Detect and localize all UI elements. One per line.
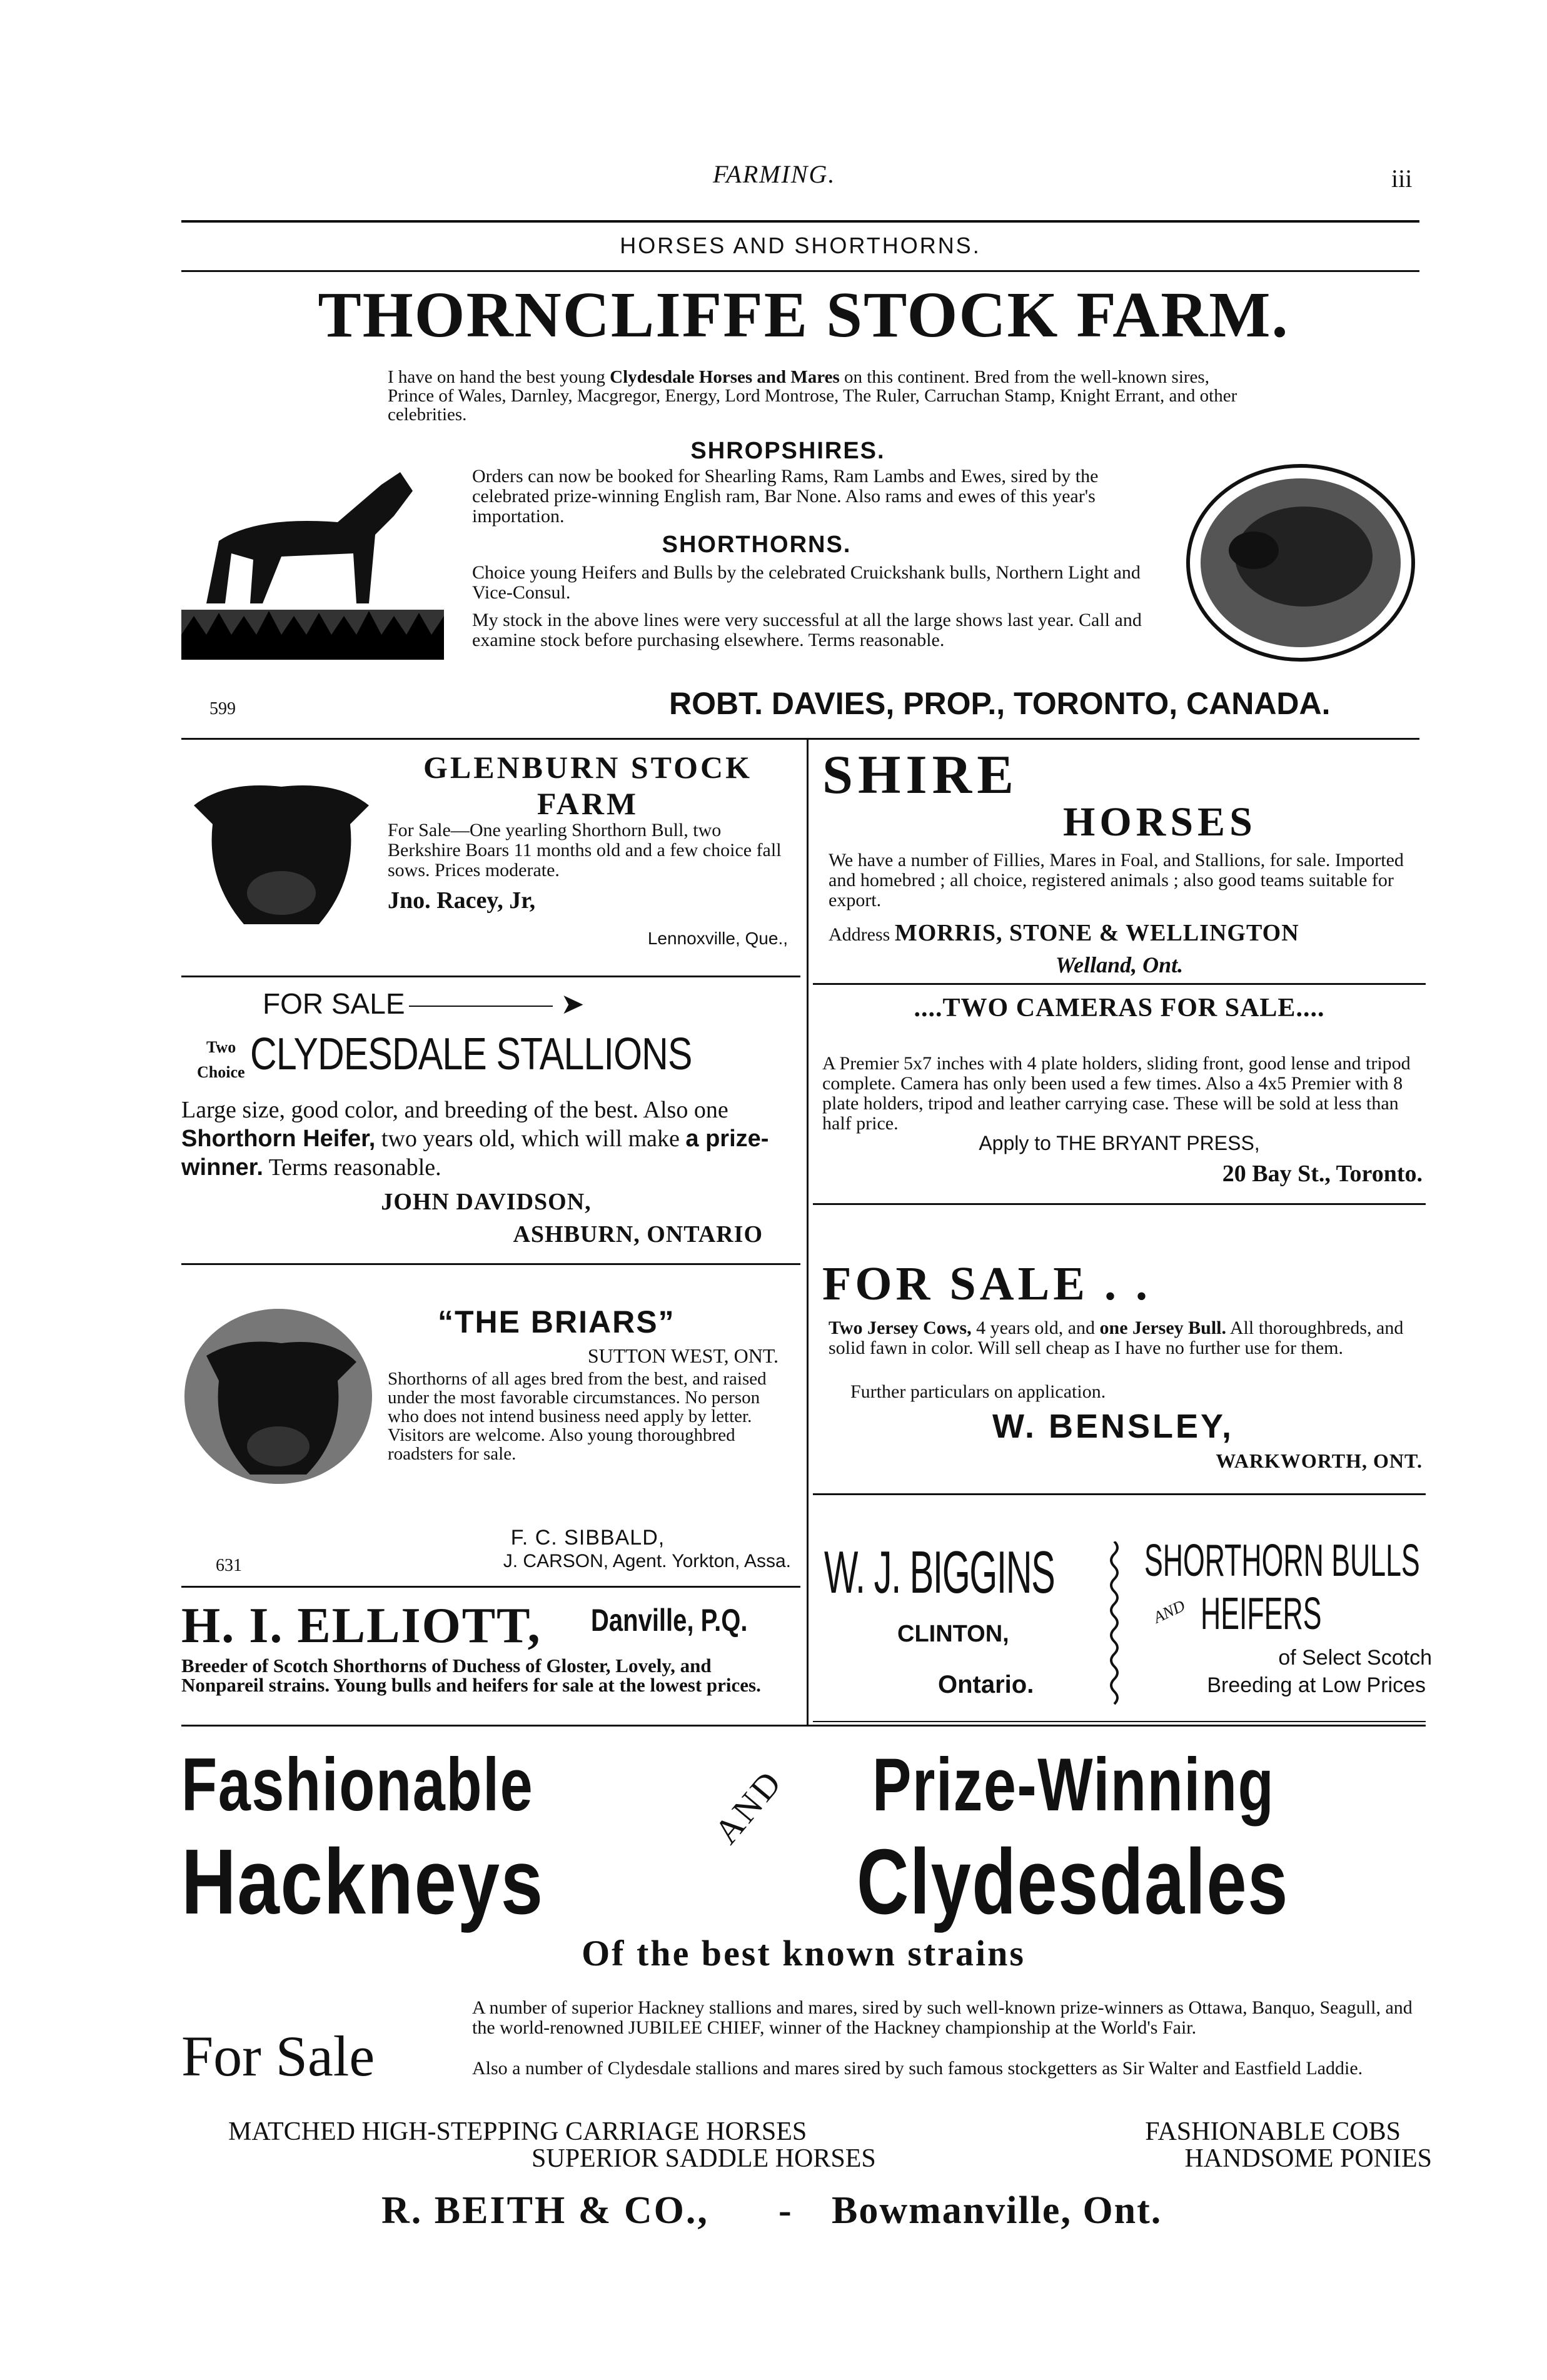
- cameras-text: A Premier 5x7 inches with 4 plate holders, sliding front, good lense and tripod complete. Camera has only been used a few times. Also a 4x5 Premier with 8 plate holders, tripod and leather carrying case. These will be sold at less than half price.: [822, 1053, 1411, 1134]
- bensley-name: W. BENSLEY,: [992, 1408, 1234, 1445]
- biggins-name: W. J. BIGGINS: [824, 1539, 1055, 1606]
- shire-rule: [813, 983, 1426, 985]
- bull-portrait-illustration: [181, 1306, 375, 1487]
- beith-line-2-right: HANDSOME PONIES: [1184, 2144, 1432, 2173]
- biggins-shorthorn-bulls: SHORTHORN BULLS: [1144, 1536, 1420, 1586]
- beith-strains: Of the best known strains: [582, 1933, 1025, 1974]
- beith-hackneys: Hackneys: [181, 1830, 544, 1934]
- beith-and: AND: [707, 1762, 790, 1852]
- glenburn-text: For Sale—One yearling Shorthorn Bull, two Berkshire Boars 11 months old and a few choice fall sows. Prices moderate.: [388, 820, 782, 880]
- shropshires-text: Orders can now be booked for Shearling Rams, Ram Lambs and Ewes, sired by the celebrated prize-winning English ram, Bar None. Also rams and ewes of this year's importation.: [472, 466, 1099, 527]
- clydesdale-for-sale: FOR SALE ➤: [263, 987, 585, 1020]
- beith-text-hackneys: A number of superior Hackney stallions and mares, sired by such well-known prize-winners as Ottawa, Banquo, Seagull, and the world-renowned JUBILEE CHIEF, winner of the Hackney championship at the World's Fair.: [472, 1997, 1413, 2038]
- thorncliffe-intro: I have on hand the best young Clydesdale Horses and Mares on this continent. Bred from the well-known sires, Prince of Wales, Darnley, Macgregor, Energy, Lord Montrose, The Ruler, Carruchan Stamp, Knight Errant, and other celebrities.: [388, 367, 1237, 425]
- bensley-rule: [813, 1493, 1426, 1495]
- briars-agent: J. CARSON, Agent. Yorkton, Assa.: [503, 1551, 791, 1571]
- shire-text: We have a number of Fillies, Mares in Foal, and Stallions, for sale. Imported and homebred ; all choice, registered animals ; also good teams suitable for export.: [829, 850, 1404, 910]
- beith-text-clydesdales: Also a number of Clydesdale stallions and mares sired by such famous stockgetters as Sir Walter and Eastfield Laddie.: [472, 2058, 1363, 2079]
- wavy-divider-icon: [1107, 1541, 1122, 1710]
- beith-line-1-right: FASHIONABLE COBS: [1145, 2117, 1401, 2146]
- briars-location: SUTTON WEST, ONT.: [587, 1344, 779, 1367]
- bensley-title: FOR SALE . .: [822, 1258, 1151, 1310]
- beith-line-2-left: SUPERIOR SADDLE HORSES: [532, 2144, 876, 2173]
- beith-footer-place: Bowmanville, Ont.: [832, 2189, 1162, 2232]
- bensley-text: Two Jersey Cows, 4 years old, and one Jersey Bull. All thoroughbreds, and solid fawn in color. Will sell cheap as I have no further use for them.: [829, 1318, 1404, 1358]
- clydesdale-name: JOHN DAVIDSON,: [381, 1189, 592, 1215]
- biggins-town: CLINTON,: [897, 1621, 1009, 1647]
- biggins-rule: [813, 1721, 1426, 1722]
- thorncliffe-rule: [181, 738, 1419, 740]
- glenburn-title: GLENBURN STOCK FARM: [423, 750, 753, 821]
- thorncliffe-proprietor: ROBT. DAVIES, PROP., TORONTO, CANADA.: [669, 686, 1331, 721]
- cameras-title: ....TWO CAMERAS FOR SALE....: [914, 994, 1325, 1022]
- biggins-breeding: Breeding at Low Prices: [1207, 1673, 1426, 1697]
- clydesdale-title: CLYDESDALE STALLIONS: [250, 1029, 692, 1079]
- briars-name: F. C. SIBBALD,: [510, 1526, 665, 1550]
- clydesdale-location: ASHBURN, ONTARIO: [513, 1221, 763, 1248]
- shire-address: Address MORRIS, STONE & WELLINGTON: [829, 920, 1299, 946]
- glenburn-rule: [181, 976, 800, 977]
- section-heading: HORSES AND SHORTHORNS.: [620, 233, 981, 258]
- beith-for-sale: For Sale: [181, 2024, 375, 2088]
- beith-prize-winning: Prize-Winning: [872, 1743, 1275, 1827]
- column-divider: [807, 738, 809, 1726]
- beith-fashionable: Fashionable: [181, 1743, 534, 1827]
- biggins-heifers: HEIFERS: [1201, 1589, 1322, 1639]
- elliott-name: H. I. ELLIOTT,: [181, 1598, 542, 1653]
- briars-ad-number: 631: [216, 1556, 242, 1575]
- horse-illustration: [181, 447, 444, 660]
- biggins-select: of Select Scotch: [1278, 1646, 1432, 1670]
- briars-rule: [181, 1586, 800, 1588]
- sheep-medallion: [1185, 463, 1416, 663]
- beith-clydesdales: Clydesdales: [857, 1830, 1289, 1934]
- page-number: iii: [1391, 164, 1413, 193]
- elliott-place: Danville, P.Q.: [591, 1603, 748, 1638]
- shire-place: Welland, Ont.: [1055, 952, 1184, 977]
- cameras-rule: [813, 1203, 1426, 1205]
- biggins-province: Ontario.: [938, 1671, 1034, 1698]
- shire-title: SHIRE: [822, 745, 1019, 805]
- cameras-apply: Apply to THE BRYANT PRESS,: [979, 1132, 1260, 1154]
- shropshires-heading: SHROPSHIRES.: [690, 438, 885, 464]
- biggins-and: AND: [1151, 1596, 1188, 1627]
- stock-text: My stock in the above lines were very successful at all the large shows last year. Call and examine stock before purchasing elsewhere. Terms reasonable.: [472, 610, 1142, 650]
- header-rule: [181, 220, 1419, 223]
- bensley-location: WARKWORTH, ONT.: [1216, 1450, 1423, 1472]
- beith-footer-name: R. BEITH & CO.,: [381, 2189, 709, 2232]
- glenburn-name: Jno. Racey, Jr,: [388, 887, 536, 914]
- bull-head-illustration: [181, 768, 381, 937]
- thorncliffe-ad-number: 599: [209, 699, 236, 719]
- clydesdale-choice: Choice: [197, 1063, 245, 1081]
- running-title: FARMING.: [713, 160, 836, 188]
- glenburn-location: Lennoxville, Que.,: [647, 929, 788, 948]
- clydesdale-rule: [181, 1263, 800, 1265]
- briars-text: Shorthorns of all ages bred from the best, and raised under the most favorable circumstances. No person who does not intend business need apply by letter. Visitors are welcome. Also young thoroughbred roadsters for sale.: [388, 1369, 767, 1464]
- beith-line-1-left: MATCHED HIGH-STEPPING CARRIAGE HORSES: [228, 2117, 807, 2146]
- bensley-further: Further particulars on application.: [850, 1381, 1106, 1402]
- section-rule: [181, 270, 1419, 272]
- thorncliffe-title: THORNCLIFFE STOCK FARM.: [318, 279, 1289, 351]
- arrow-ornament-icon: ➤: [552, 987, 585, 1020]
- beith-footer-dash: -: [779, 2189, 792, 2232]
- beith-top-rule: [181, 1725, 1426, 1727]
- clydesdale-text: Large size, good color, and breeding of the best. Also one Shorthorn Heifer, two years old, which will make a prize-winner. Terms reasonable.: [181, 1097, 769, 1181]
- cameras-address: 20 Bay St., Toronto.: [1222, 1161, 1423, 1187]
- shire-subtitle: HORSES: [1063, 799, 1257, 845]
- elliott-text: Breeder of Scotch Shorthorns of Duchess of Gloster, Lovely, and Nonpareil strains. Young bulls and heifers for sale at the lowest prices.: [181, 1655, 761, 1696]
- briars-title: “THE BRIARS”: [438, 1304, 675, 1339]
- shorthorns-text: Choice young Heifers and Bulls by the celebrated Cruickshank bulls, Northern Light and Vice-Consul.: [472, 562, 1141, 603]
- shorthorns-heading: SHORTHORNS.: [662, 532, 852, 558]
- clydesdale-two: Two: [206, 1038, 236, 1056]
